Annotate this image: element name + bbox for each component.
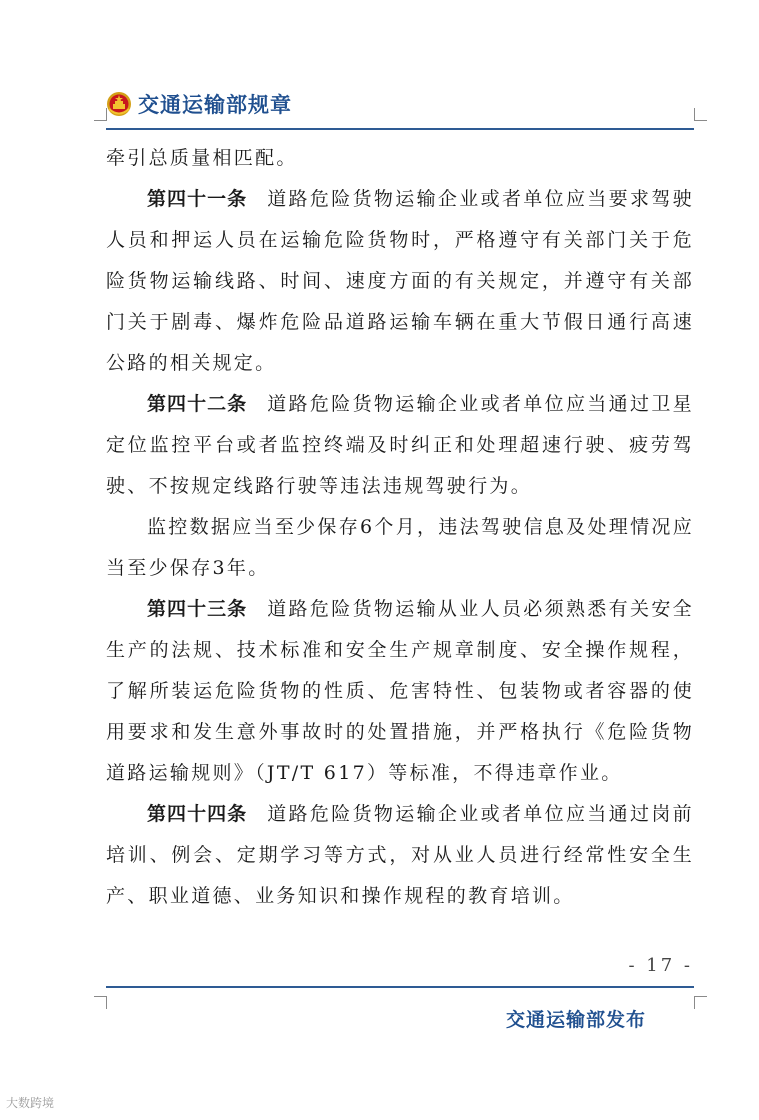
- header-divider: [106, 128, 694, 130]
- article-text: 道路危险货物运输从业人员必须熟悉有关安全生产的法规、技术标准和安全生产规章制度、安全操作规程，了解所装运危险货物的性质、危害特性、包装物或者容器的使用要求和发生意外事故时的处置措施，并严格执行《危险货物道路运输规则》（JT/T 617）等标准，不得违章作业。: [106, 598, 694, 784]
- crop-mark-bottom-right: [694, 996, 707, 1009]
- paragraph: [106, 507, 694, 589]
- article-43: [106, 589, 694, 794]
- paragraph-text: 监控数据应当至少保存6个月，违法驾驶信息及处理情况应当至少保存3年。: [106, 516, 694, 579]
- page-number: - 17 -: [628, 955, 693, 976]
- article-text: 道路危险货物运输企业或者单位应当通过岗前培训、例会、定期学习等方式，对从业人员进行经常性安全生产、职业道德、业务知识和操作规程的教育培训。: [106, 803, 694, 907]
- footer-divider: [106, 986, 694, 988]
- crop-mark-bottom-left: [94, 996, 107, 1009]
- national-emblem-icon: [106, 91, 132, 117]
- article-41: [106, 179, 694, 384]
- crop-mark-top-left: [94, 108, 107, 121]
- crop-mark-top-right: [694, 108, 707, 121]
- article-number: 第四十四条: [147, 803, 248, 825]
- article-text: 道路危险货物运输企业或者单位应当要求驾驶人员和押运人员在运输危险货物时，严格遵守有关部门关于危险货物运输线路、时间、速度方面的有关规定，并遵守有关部门关于剧毒、爆炸危险品道路运输车辆在重大节假日通行高速公路的相关规定。: [106, 188, 694, 374]
- article-text: 道路危险货物运输企业或者单位应当通过卫星定位监控平台或者监控终端及时纠正和处理超速行驶、疲劳驾驶、不按规定线路行驶等违法违规驾驶行为。: [106, 393, 694, 497]
- header-title: 交通运输部规章: [138, 92, 292, 117]
- footer-publisher: 交通运输部发布: [505, 1009, 646, 1031]
- paragraph-text: 牵引总质量相匹配。: [106, 147, 298, 169]
- watermark: 大数跨境: [6, 1096, 55, 1110]
- body-text: [106, 138, 694, 917]
- article-44: [106, 794, 694, 917]
- article-number: 第四十一条: [147, 188, 248, 210]
- page-header: [106, 84, 292, 124]
- article-42: [106, 384, 694, 507]
- article-number: 第四十二条: [147, 393, 248, 415]
- article-number: 第四十三条: [147, 598, 248, 620]
- paragraph: [106, 138, 694, 179]
